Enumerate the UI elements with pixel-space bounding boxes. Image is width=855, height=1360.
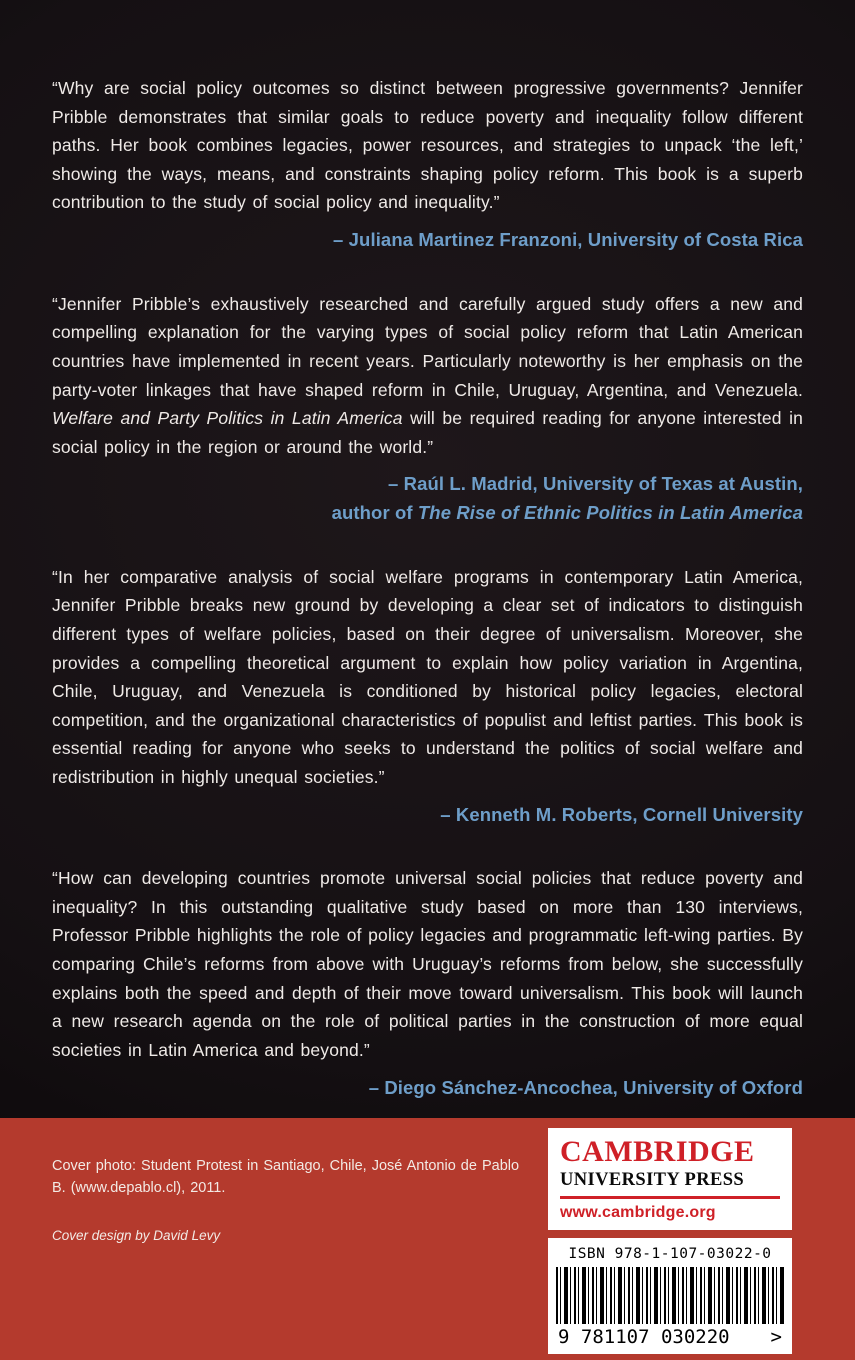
quote-text: “Why are social policy outcomes so distinct between progressive governments? Jennifer Pribble demonstrates that similar goals to reduce poverty and inequality follow different paths. Her book combines legacies, power resources, and strategies to unpack ‘the left,’ showing the ways, means, and constraints shaping policy reform. This book is a superb contribution to the study of social policy and inequality.” (52, 78, 803, 213)
barcode-end-marker: > (770, 1326, 782, 1349)
publisher-url: www.cambridge.org (560, 1204, 716, 1222)
endorsement-3 (52, 563, 803, 830)
publisher-column (548, 1128, 792, 1354)
attribution-line: – Diego Sánchez-Ancochea, University of Oxford (368, 1076, 803, 1098)
quote-attribution (52, 470, 803, 527)
logo-divider (560, 1196, 780, 1199)
quote-text: “How can developing countries promote universal social policies that reduce poverty and inequality? In this outstanding qualitative study based on more than 130 interviews, Professor Pribble highlights the role of policy legacies and programmatic left-wing parties. By comparing Chile’s reforms from above with Uruguay’s reforms from below, she successfully explains both the speed and depth of their move toward universalism. This book will launch a new research agenda on the role of political parties in the construction of more equal societies in Latin America and beyond.” (52, 868, 803, 1060)
cover-photo-credit: Cover photo: Student Protest in Santiago, Chile, José Antonio de Pablo B. (www.depablo.cl), 2011. (52, 1158, 520, 1196)
publisher-subname: UNIVERSITY PRESS (560, 1170, 745, 1190)
barcode-bars (556, 1267, 784, 1324)
publisher-name: CAMBRIDGE (560, 1135, 755, 1168)
isbn-number (556, 1326, 784, 1348)
endorsement-4 (52, 864, 803, 1102)
quote-attribution (52, 226, 803, 255)
quote-text: “In her comparative analysis of social welfare programs in contemporary Latin America, Jennifer Pribble breaks new ground by developing a clear set of indicators to distinguish different types of welfare policies, based on their degree of universalism. Moreover, she provides a compelling theoretical argument to explain how policy variation in Argentina, Chile, Uruguay, and Venezuela is conditioned by historical policy legacies, electoral competition, and the organizational characteristics of populist and leftist parties. This book is essential reading for anyone who seeks to understand the politics of social welfare and redistribution in highly unequal societies.” (52, 566, 803, 787)
attribution-line: – Raúl L. Madrid, University of Texas at Austin, (388, 473, 803, 495)
cover-credits (52, 1156, 530, 1243)
attribution-line: – Juliana Martinez Franzoni, University of Costa Rica (333, 229, 803, 251)
isbn-digits: 9 781107 030220 (558, 1326, 730, 1349)
quote-attribution (52, 1074, 803, 1103)
quote-attribution (52, 801, 803, 830)
isbn-label: ISBN 978-1-107-03022-0 (568, 1246, 772, 1263)
cover-design-credit: Cover design by David Levy (52, 1227, 221, 1243)
quote-text: “Jennifer Pribble’s exhaustively researched and carefully argued study offers a new and compelling explanation for the varying types of social policy reform that Latin American countries have implemented in recent years. Particularly noteworthy is her emphasis on the party-voter linkages that have shaped reform in Chile, Uruguay, Argentina, and Venezuela. Welfare and Party Politics in Latin America will be required reading for anyone interested in social policy in the region or around the world.” (52, 293, 803, 457)
endorsement-1 (52, 74, 803, 255)
attribution-line: author of The Rise of Ethnic Politics in Latin America (331, 502, 803, 524)
isbn-barcode (548, 1238, 792, 1354)
cambridge-logo (548, 1128, 792, 1230)
publisher-band (0, 1118, 855, 1360)
attribution-line: – Kenneth M. Roberts, Cornell University (440, 803, 803, 825)
endorsement-2 (52, 290, 803, 528)
